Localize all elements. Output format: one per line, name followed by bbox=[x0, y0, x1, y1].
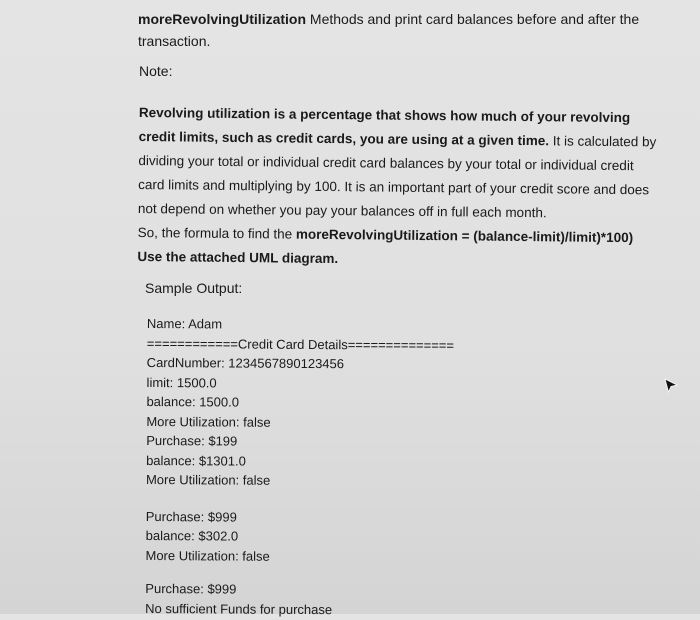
note-label: Note: bbox=[139, 63, 173, 79]
sample-output-label: Sample Output: bbox=[145, 280, 243, 296]
mouse-pointer-icon bbox=[664, 378, 678, 394]
output-purchase-1: Purchase: $199 bbox=[146, 432, 238, 449]
output-insufficient-funds: No sufficient Funds for purchase bbox=[145, 600, 333, 617]
output-balance-1: balance: $1301.0 bbox=[146, 452, 246, 469]
intro-text bbox=[138, 8, 658, 52]
output-utilization-3: More Utilization: false bbox=[145, 547, 270, 564]
paragraph-body bbox=[138, 101, 664, 226]
intro-rest: Methods and print card balances before and after the bbox=[306, 11, 640, 27]
output-balance-initial: balance: 1500.0 bbox=[146, 393, 240, 410]
formula-bold: moreRevolvingUtilization = (balance-limit)/limit)*100) bbox=[295, 226, 634, 246]
output-balance-2: balance: $302.0 bbox=[145, 527, 239, 544]
output-header: ============Credit Card Details============== bbox=[146, 335, 455, 353]
output-name: Name: Adam bbox=[146, 315, 223, 332]
output-purchase-2: Purchase: $999 bbox=[145, 508, 237, 525]
explanation-paragraph bbox=[137, 101, 664, 274]
sample-output-block bbox=[145, 314, 527, 620]
output-limit: limit: 1500.0 bbox=[146, 374, 217, 390]
output-utilization-1: More Utilization: false bbox=[146, 413, 271, 430]
output-purchase-3: Purchase: $999 bbox=[145, 580, 237, 597]
formula-prefix: So, the formula to find the bbox=[137, 224, 297, 242]
paragraph-bold-sentence: Revolving utilization is a percentage that shows how much of your revolving credit limits, such as credit cards, you are using at a given time. bbox=[138, 104, 631, 149]
intro-line2: transaction. bbox=[138, 33, 211, 49]
output-utilization-2: More Utilization: false bbox=[145, 471, 271, 488]
paragraph-rest: It is calculated by dividing your total or individual credit card balances by your total or individual credit card limits and multiplying by 100. It is an important part of your credit score and does not depend on whether you pay your balances off in full each month. bbox=[137, 133, 657, 221]
output-card-number: CardNumber: 1234567890123456 bbox=[146, 354, 345, 372]
uml-bold: Use the attached UML diagram. bbox=[137, 248, 339, 267]
intro-bold-method: moreRevolvingUtilization bbox=[138, 11, 307, 27]
